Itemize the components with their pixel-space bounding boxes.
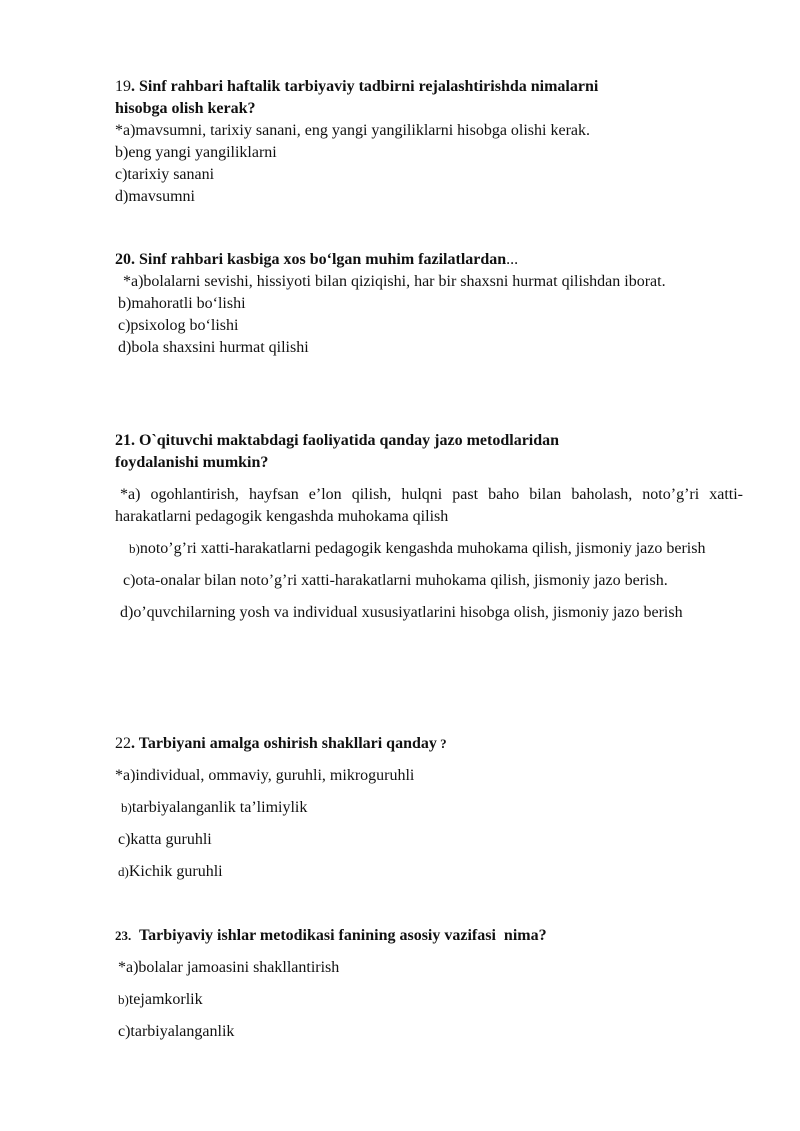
question-21-line-1 <box>115 430 743 452</box>
answer-d <box>115 861 743 883</box>
question-text: . Sinf rahbari kasbiga xos bo‘lgan muhim fazilatlardan <box>131 251 507 268</box>
answer-a: *a) ogohlantirish, hayfsan e’lon qilish, hulqni past baho bilan baholash, noto’g’ri xatti-harakatlarni pedagogik kengashda muhokama qilish <box>115 486 743 525</box>
question-19-line-2: hisobga olish kerak? <box>115 100 256 117</box>
question-text: Tarbiyaviy ishlar metodikasi fanining asosiy vazifasi nima? <box>131 927 547 944</box>
question-22 <box>115 733 743 883</box>
question-number: 20 <box>115 251 131 268</box>
answer-b: b)eng yangi yangiliklarni <box>115 144 277 161</box>
question-23 <box>115 925 743 1043</box>
answer-c: c)tarixiy sanani <box>115 166 215 183</box>
question-21-line-2: foydalanishi mumkin? <box>115 454 269 471</box>
answer-prefix: b) <box>121 800 132 815</box>
answer-a: *a)individual, ommaviy, guruhli, mikroguruhli <box>115 767 415 784</box>
question-20 <box>115 249 743 359</box>
answer-a: *a)bolalar jamoasini shakllantirish <box>118 959 340 976</box>
answer-c: c)katta guruhli <box>118 831 212 848</box>
answer-c: c)psixolog bo‘lishi <box>118 317 239 334</box>
answer-text: tejamkorlik <box>128 991 203 1008</box>
question-number: 22 <box>115 735 131 752</box>
question-text: . Tarbiyani amalga oshirish shakllari qanday <box>131 735 437 752</box>
question-23-line-1 <box>115 925 743 947</box>
answer-text: noto’g’ri xatti-harakatlarni pedagogik kengashda muhokama qilish, jismoniy jazo berish <box>139 540 706 557</box>
answer-d: d)bola shaxsini hurmat qilishi <box>118 339 309 356</box>
answer-text: Kichik guruhli <box>128 863 223 880</box>
question-number: 21 <box>115 432 131 449</box>
answer-c: c)ota-onalar bilan noto’g’ri xatti-harakatlarni muhokama qilish, jismoniy jazo berish. <box>123 572 668 589</box>
question-20-line-1 <box>115 249 743 271</box>
answer-a: *a)bolalarni sevishi, hissiyoti bilan qiziqishi, har bir shaxsni hurmat qilishdan iborat. <box>123 273 666 290</box>
answer-prefix: d) <box>118 864 129 879</box>
answer-prefix: b) <box>118 992 129 1007</box>
question-mark: ? <box>436 736 447 751</box>
question-22-line-1 <box>115 733 743 755</box>
question-number: 23. <box>115 928 132 943</box>
question-19 <box>115 76 743 208</box>
answer-a: *a)mavsumni, tarixiy sanani, eng yangi yangiliklarni hisobga olishi kerak. <box>115 122 591 139</box>
answer-c: c)tarbiyalanganlik <box>118 1023 235 1040</box>
question-ellipsis: ... <box>506 251 519 268</box>
question-21 <box>115 430 743 624</box>
question-number: 19 <box>115 78 131 95</box>
answer-text: tarbiyalanganlik ta’limiylik <box>131 799 308 816</box>
answer-b <box>115 797 743 819</box>
answer-b <box>115 538 743 560</box>
question-19-line-1 <box>115 76 743 98</box>
answer-d: d)o’quvchilarning yosh va individual xususiyatlarini hisobga olish, jismoniy jazo berish <box>120 604 683 621</box>
answer-prefix: b) <box>129 541 140 556</box>
answer-d: d)mavsumni <box>115 188 195 205</box>
question-text: . O`qituvchi maktabdagi faoliyatida qanday jazo metodlaridan <box>131 432 560 449</box>
answer-b <box>115 989 743 1011</box>
question-text: . Sinf rahbari haftalik tarbiyaviy tadbirni rejalashtirishda nimalarni <box>131 78 599 95</box>
answer-b: b)mahoratli bo‘lishi <box>118 295 246 312</box>
